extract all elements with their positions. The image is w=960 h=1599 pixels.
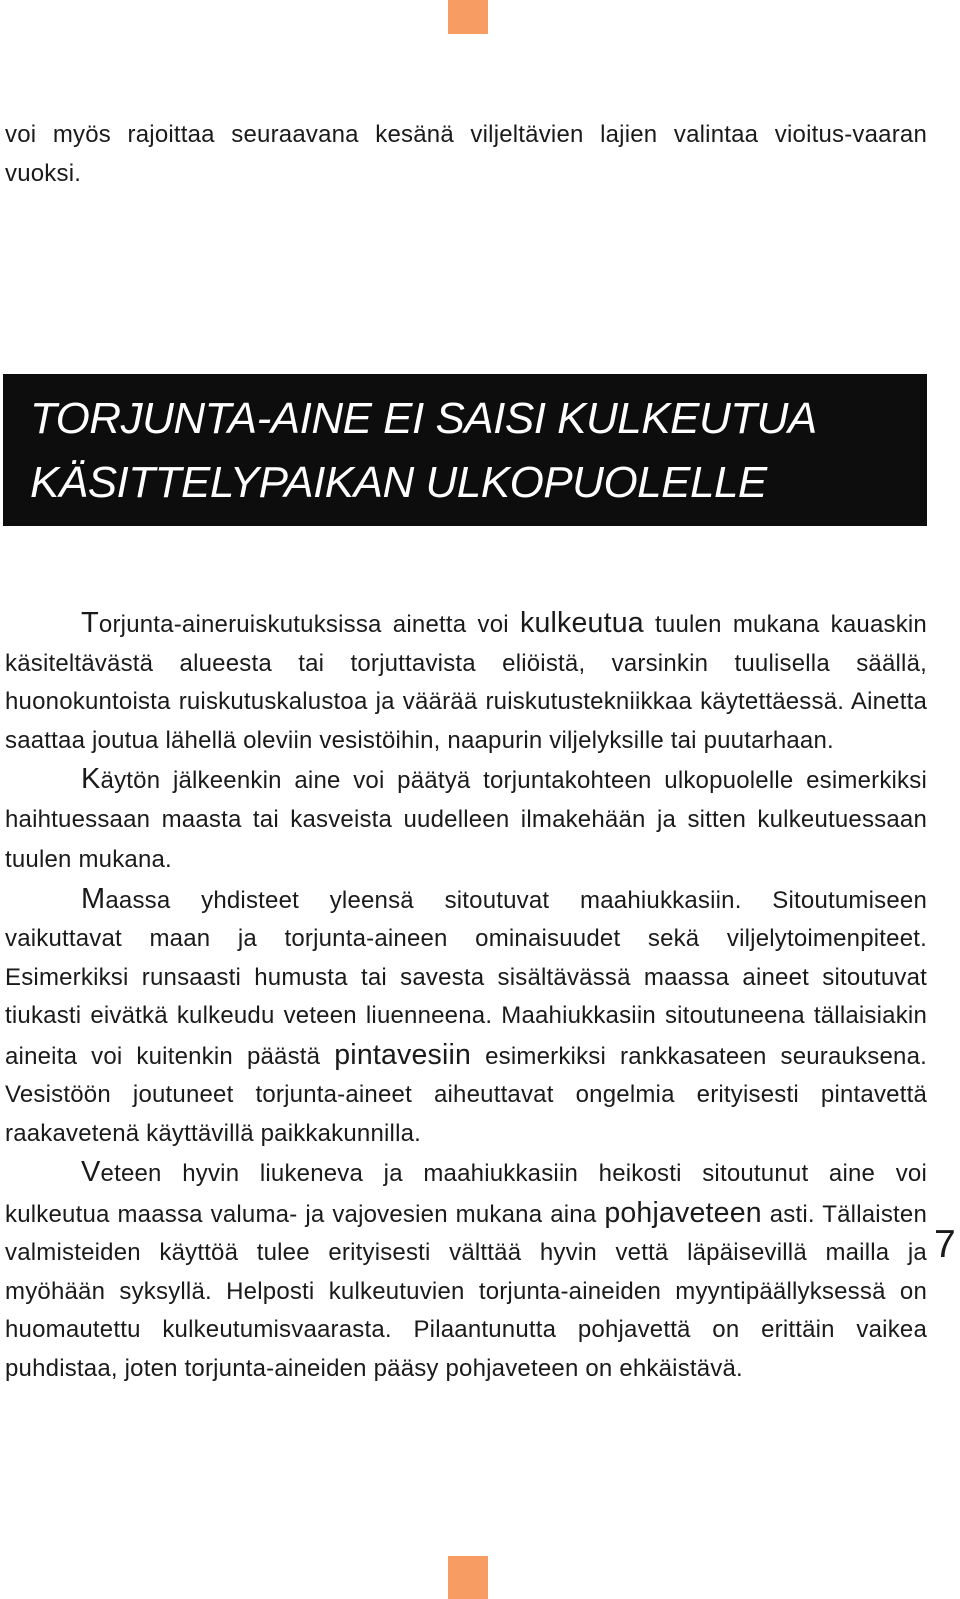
emphasis-term: kulkeutua <box>520 607 644 639</box>
banner-title-line-2: KÄSITTELYPAIKAN ULKOPUOLELLE <box>30 458 767 507</box>
top-color-marker <box>448 0 488 34</box>
bottom-color-marker <box>448 1556 488 1599</box>
drop-cap: M <box>81 882 106 915</box>
paragraph-text: äytön jälkeenkin aine voi päätyä torjuntakohteen ulkopuolelle esimerkiksi haihtuessaan maasta tai kasveista uudelleen ilmakehään ja sitten kulkeutuessaan tuulen mukana. <box>5 767 927 873</box>
drop-cap: T <box>81 607 99 639</box>
banner-title-line-1: TORJUNTA-AINE EI SAISI KULKEUTUA <box>30 394 817 443</box>
body-text <box>5 604 927 1388</box>
drop-cap: V <box>81 1156 101 1188</box>
drop-cap: K <box>81 763 101 795</box>
paragraph-text: aassa yhdisteet yleensä sitoutuvat maahiukkasiin. Sitoutumiseen vaikuttavat maan ja torjunta-aineen ominaisuudet sekä viljelytoimenpiteet. Esimerkiksi runsaasti humusta tai savesta sisältävässä maassa aineet sitoutuvat tiukasti eivätkä kulkeudu veteen liuenneena. Maahiukkasiin sitoutuneena tällaisiakin aineita voi kuitenkin päästä <box>5 886 927 1070</box>
paragraph-text: asti. Tällaisten valmisteiden käyttöä tulee erityisesti välttää hyvin vettä läpäisevillä mailla ja myöhään syksyllä. Helposti kulkeutuvien torjunta-aineiden myyntipäällyksessä on huomautettu kulkeutumisvaarasta. Pilaantunutta pohjavettä on erittäin vaikea puhdistaa, joten torjunta-aineiden pääsy pohjaveteen on ehkäistävä. <box>5 1200 927 1382</box>
intro-paragraph: voi myös rajoittaa seuraavana kesänä viljeltävien lajien valintaa vioitus-vaaran vuoksi. <box>5 121 927 187</box>
intro-text <box>5 116 927 193</box>
paragraph-text: esimerkiksi rankkasateen seurauksena. Vesistöön joutuneet torjunta-aineet aiheuttavat ongelmia erityisesti pintavettä raakavetenä käyttävillä paikkakunnilla. <box>5 1042 928 1147</box>
section-banner <box>3 374 927 526</box>
paragraph-text: eteen hyvin liukeneva ja maahiukkasiin heikosti sitoutunut aine voi kulkeutua maassa valuma- ja vajovesien mukana aina <box>5 1160 927 1228</box>
paragraph-evaporation <box>5 760 927 880</box>
paragraph-text: tuulen mukana kauaskin käsiteltävästä alueesta tai torjuttavista eliöistä, varsinkin tuulisella säällä, huonokuntoista ruiskutuskalustoa ja väärää ruiskutustekniikkaa käytettäessä. Ainetta saattaa joutua lähellä oleviin vesistöihin, naapurin viljelyksille tai puutarhaan. <box>5 611 927 754</box>
paragraph-drift-wind <box>5 604 927 760</box>
page-number: 7 <box>934 1223 956 1266</box>
paragraph-groundwater <box>5 1153 927 1388</box>
paragraph-text: orjunta-aineruiskutuksissa ainetta voi <box>98 611 520 638</box>
emphasis-term: pohjaveteen <box>604 1196 762 1229</box>
paragraph-soil-binding <box>5 880 927 1154</box>
emphasis-term: pintavesiin <box>334 1038 472 1071</box>
